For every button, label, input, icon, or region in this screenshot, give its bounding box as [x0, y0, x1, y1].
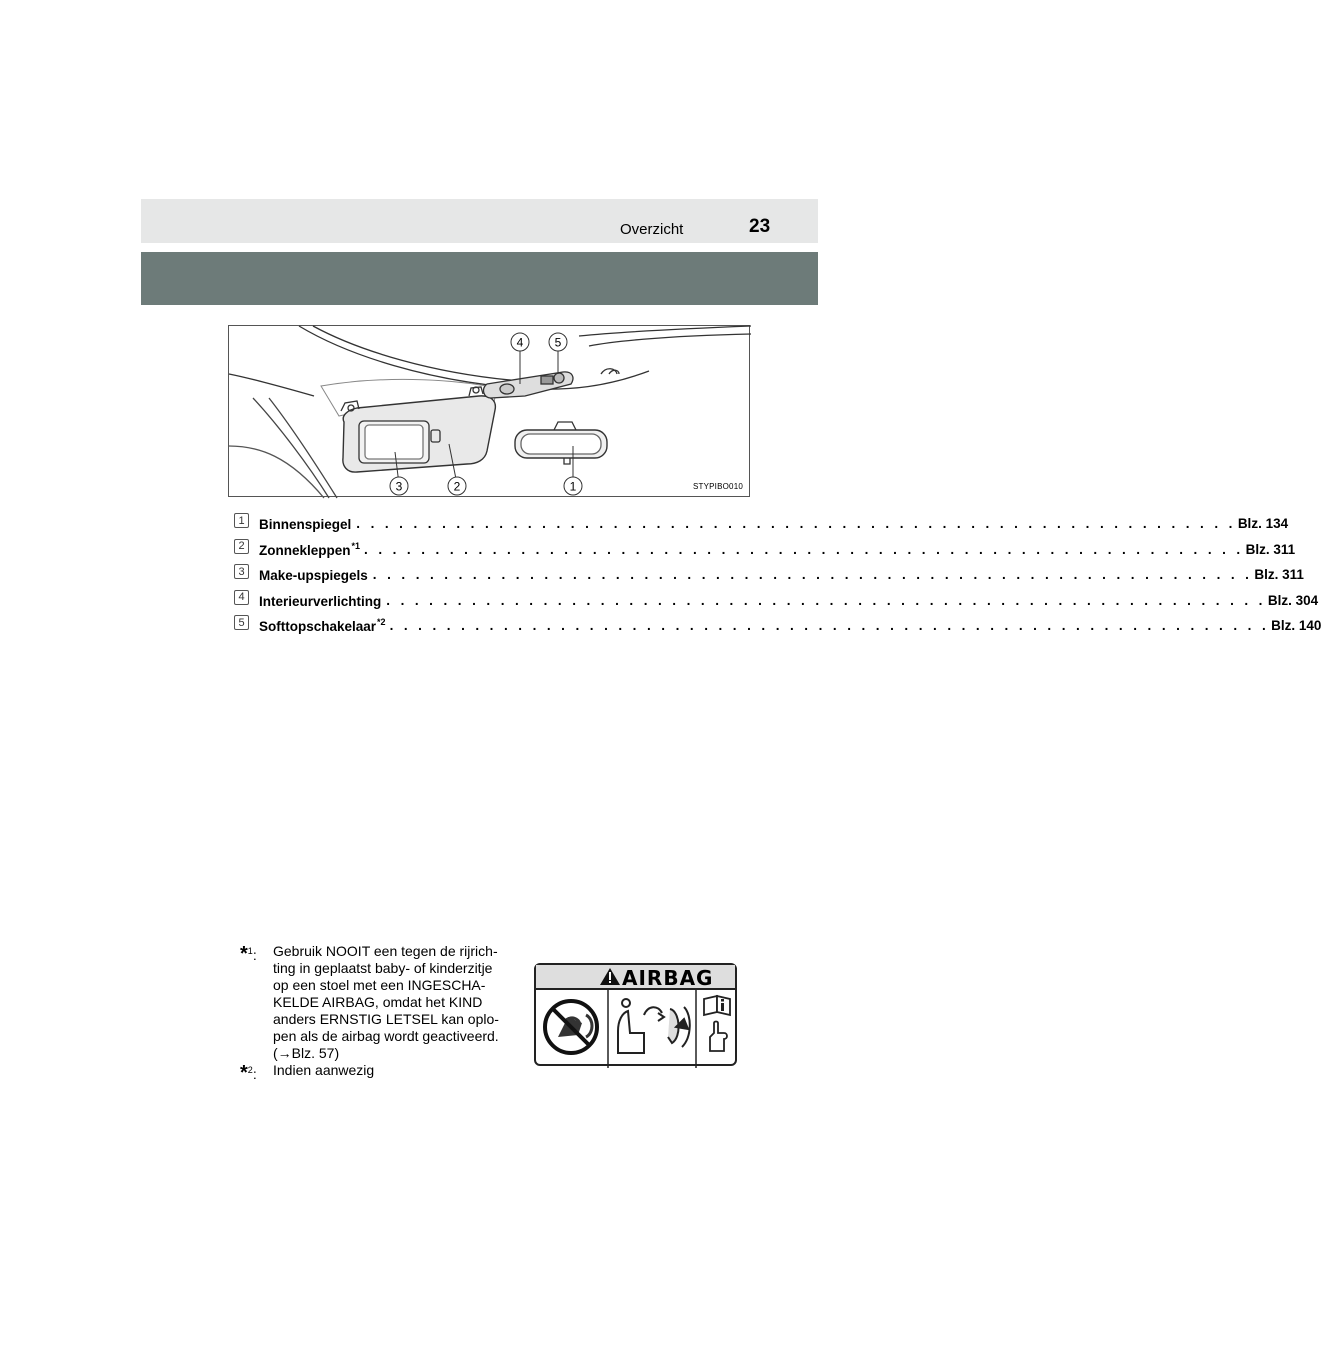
item-number-badge: 5: [234, 615, 249, 630]
footnote-line: pen als de airbag wordt geactiveerd.: [273, 1028, 499, 1044]
read-manual-icon: [704, 996, 730, 1051]
section-title: Overzicht: [620, 221, 684, 238]
footnote-line: anders ERNSTIG LETSEL kan oplo-: [273, 1011, 499, 1027]
footnote-line: KELDE AIRBAG, omdat het KIND: [273, 994, 483, 1010]
airbag-label-title: AIRBAG: [622, 966, 714, 990]
footnote-line: op een stoel met een INGESCHA-: [273, 977, 486, 993]
dot-leader: . . . . . . . . . . . . . . . . . . . . . . . . . . . . . . . . . . . . . . . . . . . . . . . . . . . . . . . . . . . . . .: [389, 618, 1270, 634]
footnotes: [240, 943, 510, 1084]
footnote-line: ting in geplaatst baby- of kinderzitje: [273, 960, 493, 976]
callout-2-label: 2: [453, 479, 461, 494]
list-item: [234, 537, 1296, 563]
list-item: [234, 613, 1321, 639]
footnote-line: Gebruik NOOIT een tegen de rijrich-: [273, 943, 498, 959]
list-item: [234, 588, 1319, 614]
illustration-drawing: [229, 326, 751, 498]
dot-leader: . . . . . . . . . . . . . . . . . . . . . . . . . . . . . . . . . . . . . . . . . . . . . . . . . . . . . . . . . . . . . .: [372, 567, 1253, 583]
callout-1-label: 1: [569, 479, 577, 494]
page-reference-link[interactable]: Blz. 134: [1237, 516, 1289, 532]
no-rear-facing-child-seat-icon: [545, 1001, 597, 1053]
seat-airbag-deploy-icon: [618, 999, 690, 1053]
arrow-icon: →: [277, 1045, 292, 1061]
figure-code: STYPIBO010: [692, 482, 743, 491]
warning-triangle-icon: [600, 968, 620, 985]
item-number-badge: 4: [234, 590, 249, 605]
item-label: Softtopschakelaar$^{*2}$: [259, 617, 386, 635]
footnote-page-reference[interactable]: (→Blz. 57): [273, 1045, 340, 1061]
item-number-badge: 2: [234, 539, 249, 554]
item-label: Zonnekleppen$^{*1}$: [259, 540, 361, 558]
page-reference-link[interactable]: Blz. 311: [1254, 567, 1304, 583]
item-number-badge: 1: [234, 513, 249, 528]
airbag-warning-label: [534, 963, 737, 1066]
item-label: Interieurverlichting: [259, 593, 382, 609]
callout-3-label: 3: [395, 479, 403, 494]
item-label: Binnenspiegel: [259, 517, 352, 533]
page-reference-link[interactable]: Blz. 311: [1245, 541, 1296, 557]
footnote-line: Indien aanwezig: [273, 1062, 375, 1078]
page-reference-link[interactable]: Blz. 304: [1267, 592, 1319, 608]
dot-leader: . . . . . . . . . . . . . . . . . . . . . . . . . . . . . . . . . . . . . . . . . . . . . . . . . . . . . . . . . . . . . .: [356, 516, 1236, 532]
page-number: 23: [749, 216, 771, 237]
callout-5-label: 5: [554, 335, 562, 350]
title-band: [141, 252, 818, 305]
dot-leader: . . . . . . . . . . . . . . . . . . . . . . . . . . . . . . . . . . . . . . . . . . . . . . . . . . . . . . . . . . . . . .: [364, 541, 1244, 557]
list-item: [234, 562, 1304, 588]
list-item: [234, 511, 1289, 537]
page-reference-link[interactable]: Blz. 140: [1271, 618, 1321, 634]
component-list: [234, 511, 1321, 639]
interior-overhead-illustration: [228, 325, 750, 497]
callout-4-label: 4: [516, 335, 524, 350]
airbag-pictograms: [536, 965, 739, 1068]
item-number-badge: 3: [234, 564, 249, 579]
item-label: Make-upspiegels: [259, 568, 368, 584]
footnote-1: [240, 943, 510, 1062]
footnote-marker: *$^1$:: [240, 943, 257, 965]
footnote-marker: *$^2$:: [240, 1062, 257, 1084]
header-bar: [141, 199, 818, 243]
footnote-2: [240, 1062, 510, 1084]
dot-leader: . . . . . . . . . . . . . . . . . . . . . . . . . . . . . . . . . . . . . . . . . . . . . . . . . . . . . . . . . . . . . .: [386, 592, 1266, 608]
